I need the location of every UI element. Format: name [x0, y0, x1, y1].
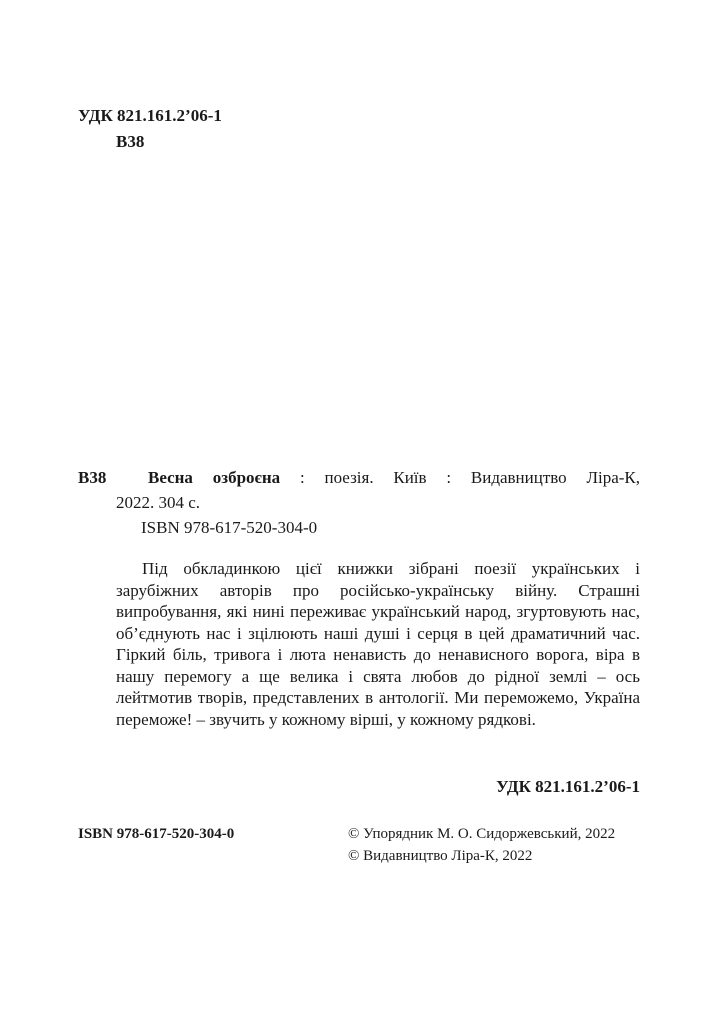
- bibliographic-description: [148, 465, 640, 490]
- copyright-compiler: © Упорядник М. О. Сидоржевський, 2022: [348, 826, 616, 842]
- bibliographic-record: [78, 465, 640, 540]
- udk-classification: УДК 821.161.2’06-1: [78, 106, 222, 125]
- bibliographic-isbn: ISBN 978-617-520-304-0: [141, 518, 318, 537]
- author-code: В38: [116, 132, 145, 151]
- year-and-pages: 2022. 304 с.: [116, 493, 201, 512]
- isbn: ISBN 978-617-520-304-0: [78, 826, 235, 842]
- bibliographic-code: В38: [78, 468, 107, 487]
- udk-classification-bottom: УДК 821.161.2’06-1: [496, 777, 640, 796]
- copyright-publisher: © Видавництво Ліра-К, 2022: [348, 848, 533, 864]
- book-title: Весна озброєна: [148, 468, 281, 487]
- annotation-text: Під обкладинкою цієї книжки зібрані поезії українських і зарубіжних авторів про російсько-українську війну. Страшні випробування, які нині переживає український народ, згуртовують нас, об’єднують нас і зцілюють наші душі і серця в цей драматичний час. Гіркий біль, тривога і люта ненависть до ненависного ворога, віра в нашу перемогу а ще велика і свята любов до рідної землі – ось лейтмотив творів, представлених в антології. Ми переможемо, Україна переможе! – звучить у кожному вірші, у кожному рядкові.: [116, 559, 640, 729]
- bibliographic-details: : поезія. Київ : Видавництво Ліра-К,: [299, 468, 641, 487]
- bibliographic-line-1: [78, 465, 640, 490]
- copyright-block: [348, 823, 615, 867]
